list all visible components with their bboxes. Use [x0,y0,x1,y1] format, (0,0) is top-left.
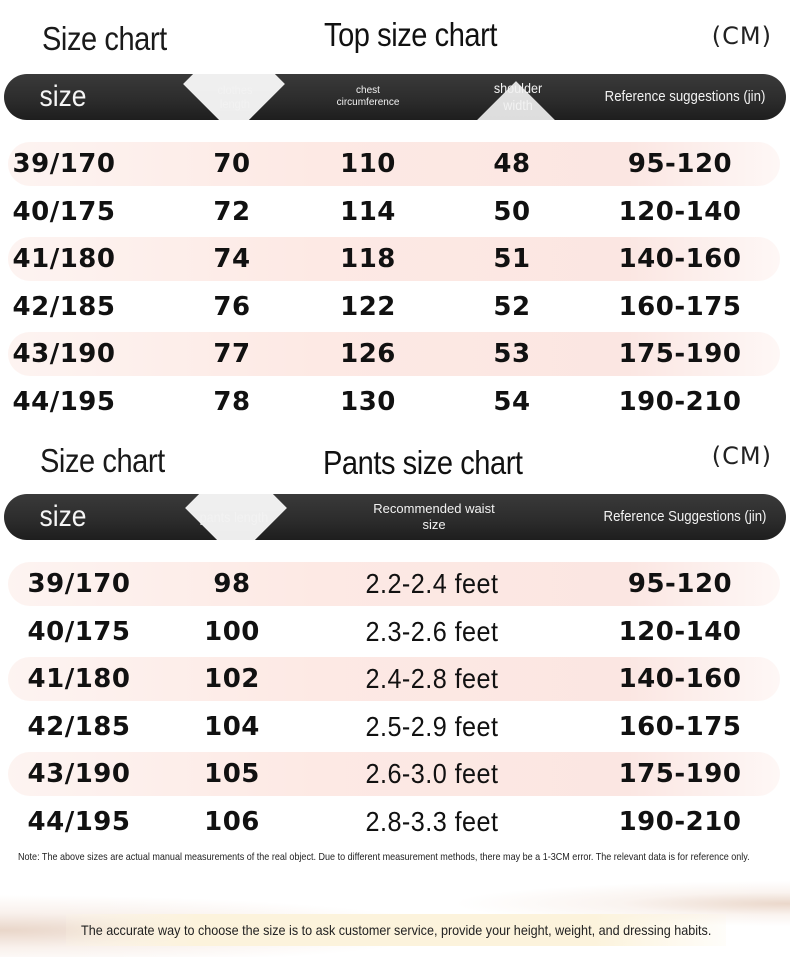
table-cell: 2.2-2.4 feet [365,568,499,599]
header-line: size [422,517,446,532]
table-cell: 53 [493,339,531,369]
table-cell: 130 [340,386,396,417]
table-cell: 104 [204,711,260,742]
header-reference: Reference suggestions (jin) [604,88,766,105]
section-title: Size chart [40,442,165,479]
table-cell: 42/185 [27,711,131,742]
header-line: chest [356,85,380,96]
table-cell: 95-120 [627,149,733,179]
table-cell: 43/190 [27,759,131,789]
table-cell: 39/170 [27,569,131,599]
table-cell: 140-160 [618,664,742,694]
table-cell: 120-140 [618,616,742,647]
header-line: Recommended waist [373,501,495,517]
table-cell: 160-175 [618,711,742,742]
table-row [8,380,780,424]
table-cell: 52 [493,291,531,322]
table-cell: 39/170 [12,149,116,179]
table-row [8,285,780,329]
table-cell: 100 [204,616,260,647]
advice-text: The accurate way to choose the size is to ask customer service, provide your height, weight, and dressing habits. [80,922,712,938]
header-size: size [39,500,87,533]
table-header [4,494,786,540]
table-cell: 51 [493,244,531,274]
chart-title: Pants size chart [323,444,523,481]
measurement-note: Note: The above sizes are actual manual measurements of the real object. Due to different measurement methods, there may be a 1-3CM error. The relevant data is for reference only. [18,851,750,863]
table-header [4,74,786,120]
table-cell: 72 [213,196,251,227]
table-cell: 95-120 [627,569,733,599]
table-cell: 2.8-3.3 feet [365,805,499,837]
table-cell: 2.4-2.8 feet [365,663,499,694]
table-cell: 77 [213,339,251,369]
table-cell: 76 [213,291,251,322]
header-line: shoulder [493,80,543,97]
table-row [8,142,780,186]
table-cell: 102 [204,664,260,694]
table-cell: 43/190 [12,339,116,369]
table-row [8,332,780,376]
table-cell: 120-140 [618,196,742,227]
table-cell: 40/175 [12,196,116,227]
table-cell: 42/185 [12,291,116,322]
table-cell: 105 [204,759,260,789]
header-line: length [219,97,251,111]
table-cell: 98 [213,569,251,599]
table-cell: 190-210 [618,386,742,417]
header-line: circumference [336,97,400,108]
table-cell: 110 [340,149,396,179]
chart-title: Top size chart [324,16,498,53]
header-line: clothes [217,82,253,97]
table-cell: 44/195 [12,386,116,417]
table-cell: 140-160 [618,244,742,274]
header-waist [366,494,502,540]
header-chest [320,74,416,120]
header-size: size [39,80,87,113]
table-cell: 44/195 [27,806,131,837]
table-cell: 160-175 [618,291,742,322]
table-row [8,752,780,796]
table-row [8,562,780,606]
table-cell: 175-190 [618,339,742,369]
table-cell: 48 [493,149,531,179]
pants-size-chart [0,432,790,842]
table-row [8,800,780,844]
table-row [8,237,780,281]
table-cell: 54 [493,386,531,417]
top-size-chart [0,0,790,420]
table-cell: 2.3-2.6 feet [365,615,499,647]
table-cell: 74 [213,244,251,274]
header-reference: Reference Suggestions (jin) [603,508,767,525]
table-cell: 175-190 [618,759,742,789]
table-cell: 41/180 [12,244,116,274]
header-shoulder-width [475,74,561,120]
table-cell: 2.5-2.9 feet [365,710,499,742]
advice-banner [66,914,726,946]
unit-label: (CM) [711,22,772,50]
table-cell: 50 [493,196,531,227]
unit-label: (CM) [711,442,772,470]
table-cell: 70 [213,149,251,179]
table-cell: 114 [340,196,396,227]
table-cell: 122 [340,291,396,322]
table-cell: 118 [340,244,396,274]
table-row [8,657,780,701]
table-cell: 78 [213,386,251,417]
table-row [8,190,780,234]
table-cell: 126 [340,339,396,369]
header-line: width [503,97,533,113]
table-cell: 41/180 [27,664,131,694]
table-cell: 190-210 [618,806,742,837]
table-cell: 106 [204,806,260,837]
header-pants-length: pants length [199,508,269,525]
table-cell: 2.6-3.0 feet [365,758,499,789]
table-row [8,610,780,654]
section-title: Size chart [42,20,167,57]
table-row [8,705,780,749]
table-cell: 40/175 [27,616,131,647]
header-clothes-length [194,74,277,120]
